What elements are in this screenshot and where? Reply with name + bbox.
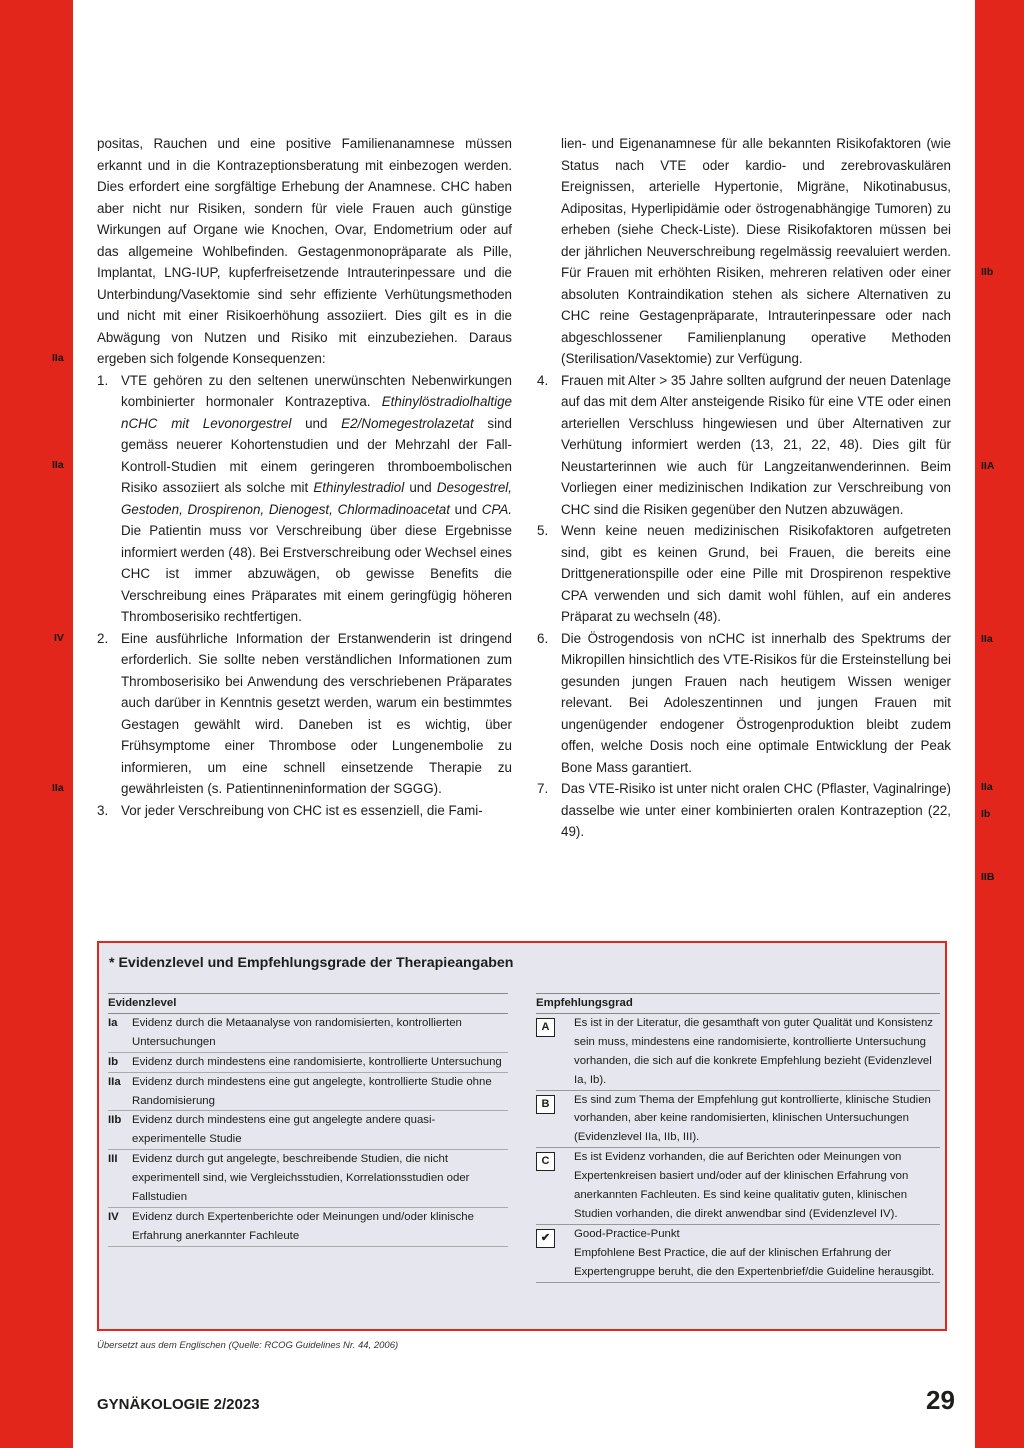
list-item — [97, 628, 512, 800]
item-number: 6. — [537, 630, 549, 646]
level-code: IIa — [108, 1075, 121, 1088]
page-number: 29 — [926, 1385, 955, 1415]
table-row — [536, 1091, 940, 1149]
table-header: Empfehlungsgrad — [536, 993, 940, 1014]
item-text: Wenn keine neuen medizinischen Risikofaktoren aufgetreten sind, gibt es keinen Grund, bei Frauen, die bereits eine Drittgenerationspille oder eine Pille mit Drospirenon respektive CPA verwenden und sich damit wohl fühlen, auf ein anderes Präparat zu wechseln (48). — [561, 523, 951, 624]
list-item — [97, 370, 512, 628]
margin-marker: IIB — [981, 871, 995, 883]
item-text: Eine ausführliche Information der Erstanwenderin ist dringend erforderlich. Sie sollte neben verständlichen Informationen zum Thromboserisiko bei Anwendung des verschriebenen Präparates auch darüber in Kenntnis gesetzt werden, warum ein bestimmtes Gestagen gewählt wird. Daneben ist es wichtig, über Frühsymptome einer Thrombose oder Lungenembolie zu informieren, um eine schnell einsetzende Therapie zu gewährleisten (s. Patientinneninformation der SGGG). — [121, 630, 512, 796]
level-text: Evidenz durch mindestens eine gut angelegte andere quasi-experimentelle Studie — [132, 1114, 436, 1146]
list-item — [537, 520, 951, 628]
journal-issue: GYNÄKOLOGIE 2/2023 — [97, 1396, 260, 1413]
item-number: 1. — [97, 372, 109, 388]
item-text: Die Östrogendosis von nCHC ist innerhalb des Spektrums der Mikropillen hinsichtlich des VTE-Risikos für die Ersteinstellung bei gesunden jungen Frauen nach heutigem Wissen weniger relevant. Bei Adoleszentinnen und jungen Frauen mit ungenügender endogener Östrogenproduktion bleibt zudem offen, welche Dosis noch eine optimale Entwicklung der Peak Bone Mass garantiert. — [561, 630, 951, 775]
right-red-margin — [975, 0, 1024, 1448]
item-italic: Desogestrel, Gestoden, Drospirenon, Dienogest, Chlormadinoacetat — [121, 480, 512, 517]
table-row — [536, 1148, 940, 1225]
item-text: VTE gehören zu den seltenen unerwünschten Nebenwirkungen kombinierter hormonaler Kontrazeptiva. — [121, 372, 512, 409]
list-item — [537, 370, 951, 521]
margin-marker: IIa — [52, 782, 64, 794]
grade-badge: B — [536, 1095, 555, 1114]
table-row — [108, 1208, 508, 1247]
grade-title: Good-Practice-Punkt — [574, 1227, 680, 1240]
margin-marker: IIa — [52, 352, 64, 364]
margin-marker: Ib — [981, 808, 991, 820]
table-row — [536, 1225, 940, 1283]
table-row — [108, 1014, 508, 1053]
evidence-box — [97, 941, 947, 1331]
margin-marker: IV — [54, 632, 64, 644]
table-header: Evidenzlevel — [108, 993, 508, 1014]
level-code: III — [108, 1153, 118, 1166]
level-code: Ib — [108, 1055, 119, 1068]
evidence-box-title: * Evidenzlevel und Empfehlungsgrade der Therapieangaben — [109, 955, 514, 971]
level-code: IV — [108, 1210, 119, 1223]
source-note: Übersetzt aus dem Englischen (Quelle: RCOG Guidelines Nr. 44, 2006) — [97, 1340, 399, 1351]
level-code: Ia — [108, 1016, 118, 1029]
level-text: Evidenz durch Expertenberichte oder Meinungen und/oder klinische Erfahrung anerkannter Fachleute — [132, 1210, 474, 1242]
item-text: Vor jeder Verschreibung von CHC ist es essenziell, die Fami- — [121, 802, 483, 818]
text-column-left — [97, 133, 512, 821]
item-italic: Ethinylöstradiolhaltige nCHC mit Levonorgestrel — [121, 394, 512, 431]
table-row — [108, 1073, 508, 1112]
item-number: 5. — [537, 523, 549, 538]
item-italic: Ethinylestradiol — [313, 480, 405, 495]
table-row — [108, 1053, 508, 1073]
item-text: Frauen mit Alter > 35 Jahre sollten aufgrund der neuen Datenlage auf das mit dem Alter ansteigende Risiko für eine VTE oder einen arteriellen Verschluss hingewiesen und über Alternativen zur Verhütung informiert werden (13, 21, 22, 48). Dies gilt für Neustarterinnen wie auch für Langzeitanwenderinnen. Beim Vorliegen einer medizinischen Indikation zur Verschreibung von CHC sind die Risiken gegenüber den Nutzen abzuwägen. — [561, 372, 951, 517]
left-red-margin — [0, 0, 73, 1448]
margin-marker: IIb — [981, 266, 994, 278]
list-item — [537, 628, 951, 779]
text-column-right — [537, 133, 951, 843]
grade-text: Es sind zum Thema der Empfehlung gut kontrollierte, klinische Studien vorhanden, aber keine randomisierten, klinischen Untersuchungen (Evidenzlevel IIa, IIb, III). — [574, 1093, 931, 1144]
item-text: Die Patientin muss vor Verschreibung über diese Ergebnisse informiert werden (48). Bei Erstverschreibung oder Wechsel eines CHC ist immer abzuwägen, ob gewisse Benefits die Verschreibung eines Präparates mit einem geringfügig höheren Thromboserisiko rechtfertigen. — [121, 523, 512, 624]
item-italic: E2/Nomegestrolazetat — [341, 415, 474, 431]
paragraph: lien- und Eigenanamnese für alle bekannten Risikofaktoren (wie Status nach VTE oder kardio- und zerebrovaskulären Ereignissen, arterielle Hypertonie, Migräne, Nikotinabusus, Adipositas, Hyperlipidämie oder östrogenabhängige Tumoren) zu erheben (siehe Check-Liste). Diese Risikofaktoren müssen bei der jährlichen Neuverschreibung regelmässig reevaluiert werden. Für Frauen mit erhöhten Risiken, mehreren relativen oder einer absoluten Kontraindikation stehen als sichere Alternativen zu CHC reine Gestagenpräparate, Intrauterinpessare oder nach abgeschlossener Familienplanung operative Methoden (Sterilisation/Vasektomie) zur Verfügung. — [561, 136, 951, 366]
item-text: und — [404, 480, 437, 495]
list-item — [537, 778, 951, 843]
table-row — [108, 1111, 508, 1150]
grade-text: Es ist Evidenz vorhanden, die auf Berichten oder Meinungen von Expertenkreisen basiert und/oder auf der klinischen Erfahrung von anerkannten Fachleuten. Es sind keine qualitativ guten, klinischen Studien vorhanden, die direkt anwendbar sind (Evidenzlevel IV). — [574, 1151, 909, 1220]
item-text: sind gemäss neuerer Kohortenstudien und der Mehrzahl der Fall-Kontroll-Studien mit einem geringeren thromboembolischen Risiko assoziiert als solche mit — [121, 415, 512, 495]
margin-marker: IIA — [981, 460, 995, 472]
item-number: 7. — [537, 781, 549, 796]
item-text: Das VTE-Risiko ist unter nicht oralen CHC (Pflaster, Vaginalringe) dasselbe wie unter einer kombinierten oralen Kontrazeption (22, 49). — [561, 781, 951, 839]
grade-text: Es ist in der Literatur, die gesamthaft von guter Qualität und Konsistenz sein muss, mindestens eine randomisierte, kontrollierte Untersuchung vorhanden, die sich auf die konkrete Empfehlung bezieht (Evidenzlevel Ia, Ib). — [574, 1016, 934, 1086]
level-text: Evidenz durch gut angelegte, beschreibende Studien, die nicht experimentell sind, wie Vergleichsstudien, Korrelationsstudien oder Fallstudien — [132, 1153, 470, 1204]
grade-text: Empfohlene Best Practice, die auf der klinischen Erfahrung der Expertengruppe beruht, die den Expertenbrief/die Guideline herausgibt. — [574, 1246, 935, 1278]
table-row — [108, 1150, 508, 1208]
level-text: Evidenz durch mindestens eine randomisierte, kontrollierte Untersuchung — [132, 1055, 502, 1068]
level-text: Evidenz durch die Metaanalyse von randomisierten, kontrollierten Untersuchungen — [132, 1016, 462, 1048]
list-item — [97, 800, 512, 822]
item-number: 3. — [97, 802, 109, 818]
margin-marker: IIa — [52, 459, 64, 471]
item-number: 4. — [537, 372, 549, 388]
item-number: 2. — [97, 630, 109, 646]
level-text: Evidenz durch mindestens eine gut angelegte, kontrollierte Studie ohne Randomisierung — [132, 1075, 492, 1107]
level-code: IIb — [108, 1114, 122, 1127]
margin-marker: IIa — [981, 781, 993, 793]
item-text: und — [291, 415, 342, 431]
evidence-level-table — [108, 993, 508, 1247]
item-text: und — [449, 501, 482, 517]
checkmark-icon: ✔ — [536, 1229, 555, 1248]
grade-badge: C — [536, 1152, 555, 1171]
grade-badge: A — [536, 1018, 555, 1037]
numbered-list — [537, 370, 951, 843]
table-row — [536, 1014, 940, 1091]
numbered-list — [97, 370, 512, 822]
recommendation-grade-table — [536, 993, 940, 1283]
paragraph: positas, Rauchen und eine positive Familienanamnese müssen erkannt und in die Kontrazeptionsberatung mit einbezogen werden. Dies erfordert eine sorgfältige Erhebung der Anamnese. CHC haben aber nicht nur Risiken, sondern für viele Frauen auch günstige Wirkungen auf Organe wie Knochen, Ovar, Endometrium oder auf das allgemeine Wohlbefinden. Gestagenmonopräparate als Pille, Implantat, LNG-IUP, kupferfreisetzende Intrauterinpessare und die Unterbindung/Vasektomie sind sehr effiziente Verhütungsmethoden und nicht mit einer Risikoerhöhung assoziiert. Dies gilt es in die Abwägung von Nutzen und Risiko mit einzubeziehen. Daraus ergeben sich folgende Konsequenzen: — [97, 136, 512, 366]
item-italic: CPA. — [481, 501, 512, 517]
margin-marker: IIa — [981, 633, 993, 645]
